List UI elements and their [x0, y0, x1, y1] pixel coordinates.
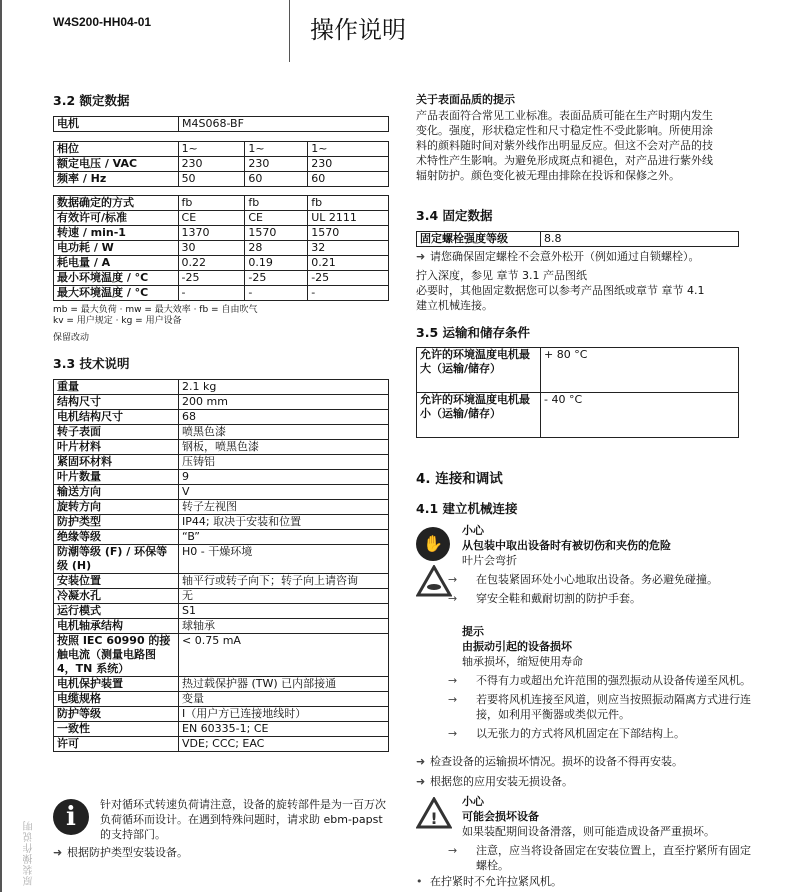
notice-level: 小心: [462, 795, 484, 808]
row-value: CE: [245, 211, 308, 226]
row-value: 60: [308, 172, 389, 187]
warning-triangle-icon: [416, 797, 452, 829]
row-label: 紧固环材料: [54, 455, 179, 470]
row-value: 无: [179, 589, 389, 604]
header-divider: [289, 0, 290, 62]
table-row: [54, 634, 389, 677]
row-value: 压铸铝: [179, 455, 389, 470]
table-row: [54, 271, 389, 286]
row-value: -25: [245, 271, 308, 286]
notice-title: 由振动引起的设备损坏: [462, 640, 572, 653]
row-label: 绝缘等级: [54, 530, 179, 545]
row-value: 32: [308, 241, 389, 256]
row-label: 相位: [54, 142, 179, 157]
row-value: 1~: [178, 142, 245, 157]
row-label: 防护等级: [54, 707, 179, 722]
notice-description: 叶片会弯折: [462, 554, 517, 567]
notice-step: [448, 673, 752, 688]
row-label: 冷凝水孔: [54, 589, 179, 604]
surface-text: 产品表面符合常见工业标准。表面品质可能在生产时期内发生变化。强度，形状稳定性和尺寸稳定性不受此影响。所使用涂料的颜料随时间对紫外线作出明显反应。但这不会对产品的技术特性产生影响。为避免形成斑点和褪色，对产品进行紫外线辐射防护。颜色变化被无理由排除在投诉和保修之外。: [416, 109, 713, 182]
arrow-icon: →: [448, 573, 458, 586]
bolt-grade-value: 8.8: [541, 232, 739, 247]
row-label: 最小环境温度 / °C: [54, 271, 179, 286]
step-text: 以无张力的方式将风机固定在下部结构上。: [476, 727, 685, 740]
row-value: 230: [245, 157, 308, 172]
install-device-step: [416, 774, 573, 789]
row-value: 68: [179, 410, 389, 425]
row-label: 允许的环境温度电机最大（运输/储存）: [417, 348, 541, 393]
row-value: 9: [179, 470, 389, 485]
table-row: [54, 395, 389, 410]
hint-block: [448, 624, 752, 741]
row-label: 耗电量 / A: [54, 256, 179, 271]
notice-title: 从包装中取出设备时有被切伤和夹伤的危险: [462, 539, 671, 552]
table-row: [54, 286, 389, 301]
bullet-note: [416, 874, 562, 889]
motor-label: 电机: [54, 117, 179, 132]
row-label: 额定电压 / VAC: [54, 157, 179, 172]
row-value: “B”: [179, 530, 389, 545]
row-value: 0.22: [178, 256, 245, 271]
row-value: 230: [178, 157, 245, 172]
arrow-icon: ➜: [416, 775, 426, 788]
table-row: [54, 545, 389, 574]
arrow-icon: →: [448, 674, 458, 687]
row-label: 叶片数量: [54, 470, 179, 485]
row-label: 安装位置: [54, 574, 179, 589]
row-value: 变量: [179, 692, 389, 707]
table-row: [54, 172, 389, 187]
table-row: [54, 692, 389, 707]
table-row: [54, 196, 389, 211]
row-value: 28: [245, 241, 308, 256]
row-value: 0.19: [245, 256, 308, 271]
row-label: 电机轴承结构: [54, 619, 179, 634]
other-text: 必要时，其他固定数据您可以参考产品图纸或章节 章节 4.1 建立机械连接。: [416, 284, 705, 312]
legend-line-1: mb = 最大负荷 · mw = 最大效率 · fb = 自由吹气: [53, 305, 258, 315]
row-value: IP44; 取决于安装和位置: [179, 515, 389, 530]
row-value: -25: [178, 271, 245, 286]
row-value: -: [178, 286, 245, 301]
row-value: - 40 °C: [541, 393, 739, 438]
row-label: 电机结构尺寸: [54, 410, 179, 425]
row-value: 1370: [178, 226, 245, 241]
row-label: 防护类型: [54, 515, 179, 530]
table-row: [54, 425, 389, 440]
section-4-1-heading: 4.1 建立机械连接: [416, 501, 518, 516]
table-row: [417, 393, 739, 438]
table-row: [54, 677, 389, 692]
storage-table: [416, 347, 739, 438]
motor-table: [53, 116, 389, 132]
row-label: 电机保护装置: [54, 677, 179, 692]
section-4-heading: 4. 连接和调试: [416, 471, 503, 487]
surface-heading: 关于表面品质的提示: [416, 93, 515, 106]
row-label: 频率 / Hz: [54, 172, 179, 187]
row-label: 输送方向: [54, 485, 179, 500]
arrow-icon: ➜: [416, 755, 426, 768]
table-row: [54, 604, 389, 619]
row-value: EN 60335-1; CE: [179, 722, 389, 737]
notice-description: 轴承损坏，缩短使用寿命: [462, 655, 583, 668]
row-value: 2.1 kg: [179, 380, 389, 395]
rated-table-1: [53, 141, 389, 187]
table-row: [54, 380, 389, 395]
row-value: 1570: [308, 226, 389, 241]
row-value: 钢板，喷黑色漆: [179, 440, 389, 455]
section-3-2-heading: 3.2 额定数据: [53, 93, 130, 108]
table-row: [54, 455, 389, 470]
install-step: [53, 845, 188, 860]
step-text: 若要将风机连接至风道，则应当按照振动隔离方式进行连接，如利用平衡器或类似元件。: [476, 693, 751, 721]
caution-block-1: [448, 523, 752, 606]
table-row: [54, 485, 389, 500]
row-value: VDE; CCC; EAC: [179, 737, 389, 752]
row-label: 一致性: [54, 722, 179, 737]
row-value: 球轴承: [179, 619, 389, 634]
row-value: CE: [178, 211, 245, 226]
row-value: < 0.75 mA: [179, 634, 389, 677]
row-value: I（用户方已连接地线时）: [179, 707, 389, 722]
row-value: 转子左视图: [179, 500, 389, 515]
row-value: 200 mm: [179, 395, 389, 410]
notice-title: 可能会损坏设备: [462, 810, 539, 823]
table-row: [54, 500, 389, 515]
table-row: [54, 226, 389, 241]
doc-id: W4S200-HH04-01: [53, 15, 152, 29]
table-row: [54, 737, 389, 752]
install-device-text: 根据您的应用安装无损设备。: [430, 775, 573, 788]
info-icon: i: [53, 799, 89, 835]
row-label: 电缆规格: [54, 692, 179, 707]
row-value: -: [308, 286, 389, 301]
fixing-table: [416, 231, 739, 247]
info-note: 针对循环式转速负荷请注意，设备的旋转部件是为一百万次负荷循环而设计。在遇到特殊问题时，请求助 ebm-papst 的支持部门。: [100, 798, 386, 841]
notice-step: [448, 591, 752, 606]
svg-text:!: !: [430, 809, 438, 828]
notice-description: 如果装配期间设备滑落，则可能造成设备严重损坏。: [462, 825, 715, 838]
page-title: 操作说明: [310, 16, 406, 44]
table-row: [54, 619, 389, 634]
page-border: [0, 0, 2, 892]
notice-step: [448, 726, 752, 741]
legend-line-2: kv = 用户规定 · kg = 用户设备: [53, 316, 182, 326]
check-step: [416, 754, 683, 769]
row-value: fb: [308, 196, 389, 211]
table-row: [54, 589, 389, 604]
section-3-4-heading: 3.4 固定数据: [416, 208, 493, 223]
row-label: 最大环境温度 / °C: [54, 286, 179, 301]
table-row: [54, 142, 389, 157]
step-text: 不得有力或超出允许范围的强烈振动从设备传递至风机。: [476, 674, 751, 687]
reserve-note: 保留改动: [53, 333, 90, 343]
notice-level: 小心: [462, 524, 484, 537]
row-label: 许可: [54, 737, 179, 752]
row-label: 叶片材料: [54, 440, 179, 455]
row-label: 数据确定的方式: [54, 196, 179, 211]
arrow-icon: ➜: [53, 846, 63, 859]
row-label: 重量: [54, 380, 179, 395]
section-3-5-heading: 3.5 运输和储存条件: [416, 325, 530, 340]
fixing-note-text: 请您确保固定螺栓不会意外松开（例如通过自锁螺栓）。: [430, 250, 700, 263]
row-value: 50: [178, 172, 245, 187]
notice-level: 提示: [462, 625, 484, 638]
section-3-3-heading: 3.3 技术说明: [53, 356, 130, 371]
notice-step: [448, 572, 752, 587]
row-label: 结构尺寸: [54, 395, 179, 410]
table-row: [54, 410, 389, 425]
gloves-icon: ✋: [416, 527, 450, 561]
row-value: fb: [178, 196, 245, 211]
arrow-icon: →: [448, 727, 458, 740]
row-label: 允许的环境温度电机最小（运输/储存）: [417, 393, 541, 438]
notice-step: [448, 692, 752, 722]
row-value: V: [179, 485, 389, 500]
table-row: [54, 241, 389, 256]
row-value: fb: [245, 196, 308, 211]
step-text: 穿安全鞋和戴耐切割的防护手套。: [476, 592, 641, 605]
table-row: [54, 470, 389, 485]
notice-step: [448, 843, 752, 873]
row-label: 有效许可/标准: [54, 211, 179, 226]
table-row: [417, 348, 739, 393]
row-value: 喷黑色漆: [179, 425, 389, 440]
step-text: 在包装紧固环处小心地取出设备。务必避免碰撞。: [476, 573, 718, 586]
row-value: 1~: [308, 142, 389, 157]
install-step-text: 根据防护类型安装设备。: [67, 846, 188, 859]
row-label: 转速 / min-1: [54, 226, 179, 241]
table-row: [54, 707, 389, 722]
row-label: 旋转方向: [54, 500, 179, 515]
row-value: H0 - 干燥环境: [179, 545, 389, 574]
row-value: 230: [308, 157, 389, 172]
row-value: 1~: [245, 142, 308, 157]
table-row: [54, 515, 389, 530]
table-row: [54, 722, 389, 737]
row-label: 电功耗 / W: [54, 241, 179, 256]
row-label: 运行模式: [54, 604, 179, 619]
table-row: [54, 157, 389, 172]
row-value: S1: [179, 604, 389, 619]
side-label: 原装操作说明: [24, 820, 35, 886]
caution-block-2: [448, 794, 752, 873]
row-label: 防潮等级 (F) / 环保等级 (H): [54, 545, 179, 574]
arrow-icon: →: [448, 693, 458, 706]
tech-table: [53, 379, 389, 752]
table-row: [54, 440, 389, 455]
fixing-note: [416, 249, 700, 264]
table-row: [54, 256, 389, 271]
row-value: UL 2111: [308, 211, 389, 226]
row-label: 按照 IEC 60990 的接触电流（测量电路图 4，TN 系统）: [54, 634, 179, 677]
row-label: 转子表面: [54, 425, 179, 440]
row-value: + 80 °C: [541, 348, 739, 393]
row-value: 轴平行或转子向下；转子向上请咨询: [179, 574, 389, 589]
rated-table-2: [53, 195, 389, 301]
arrow-icon: ➜: [416, 250, 426, 263]
bullet-icon: •: [416, 875, 423, 888]
row-value: 1570: [245, 226, 308, 241]
arrow-icon: →: [448, 844, 458, 857]
row-value: 0.21: [308, 256, 389, 271]
table-row: [54, 530, 389, 545]
motor-value: M4S068-BF: [179, 117, 389, 132]
hand-crush-warning-icon: [416, 565, 452, 597]
table-row: [54, 574, 389, 589]
step-text: 注意，应当将设备固定在安装位置上，直至拧紧所有固定螺栓。: [476, 844, 751, 872]
arrow-icon: →: [448, 592, 458, 605]
bullet-text: 在拧紧时不允许拉紧风机。: [430, 875, 562, 888]
row-value: -: [245, 286, 308, 301]
row-value: 热过载保护器 (TW) 已内部接通: [179, 677, 389, 692]
check-step-text: 检查设备的运输损坏情况。损坏的设备不得再安装。: [430, 755, 683, 768]
row-value: -25: [308, 271, 389, 286]
row-value: 30: [178, 241, 245, 256]
row-value: 60: [245, 172, 308, 187]
table-row: [54, 211, 389, 226]
depth-text: 拧入深度，参见 章节 3.1 产品图纸: [416, 269, 587, 282]
bolt-grade-label: 固定螺栓强度等级: [417, 232, 541, 247]
